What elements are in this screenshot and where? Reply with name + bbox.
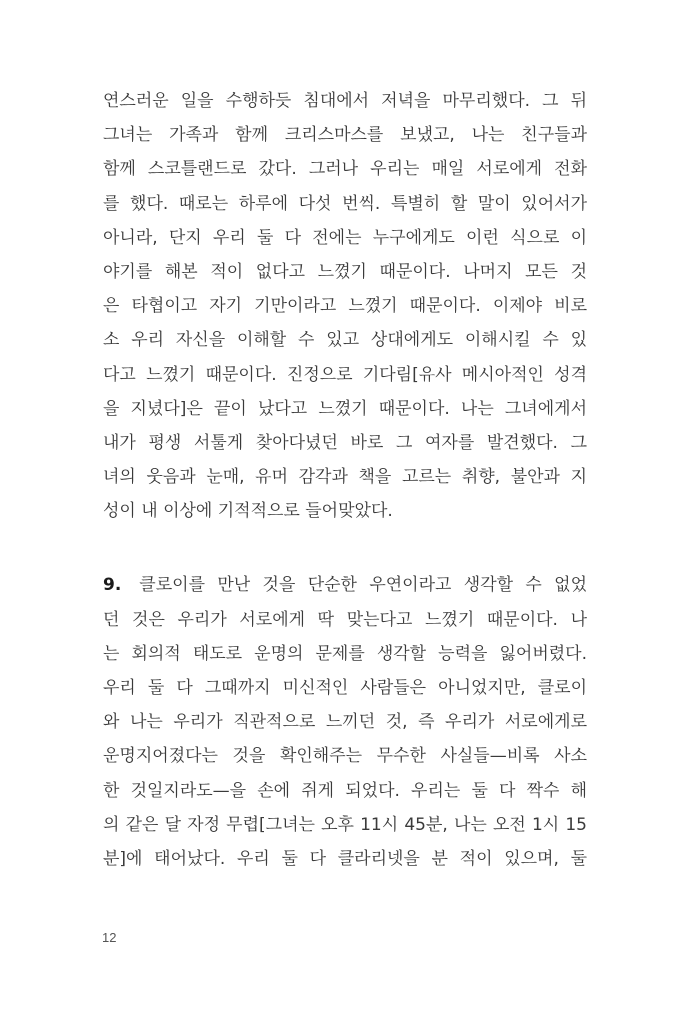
text-line: 의 같은 달 자정 무렵[그녀는 오후 11시 45분, 나는 오전 1시 15 [103,814,587,835]
page-number: 12 [102,930,117,945]
text-line: 연스러운 일을 수행하듯 침대에서 저녁을 마무리했다. 그 뒤 [103,91,587,111]
text-line: 우리 둘 다 그때까지 미신적인 사람들은 아니었지만, 클로이 [103,678,587,698]
text-line: 은 타협이고 자기 기만이라고 느꼈기 때문이다. 이제야 비로 [103,296,587,317]
text-line: 녀의 웃음과 눈매, 유머 감각과 책을 고르는 취향, 불안과 지 [103,467,587,488]
paragraph-number: 9. [103,575,122,596]
text-line-first [103,568,587,602]
book-page-body [103,84,587,876]
text-line: 한 것일지라도—을 손에 쥐게 되었다. 우리는 둘 다 짝수 해 [103,780,587,801]
text-line: 아니라, 단지 우리 둘 다 전에는 누구에게도 이런 식으로 이 [103,227,587,248]
text-line: 을 지녔다]은 끝이 났다고 느꼈기 때문이다. 나는 그녀에게서 [103,398,587,419]
text-line: 내가 평생 서툴게 찾아다녔던 바로 그 여자를 발견했다. 그 [103,432,587,453]
paragraph-9 [103,568,587,876]
text-line: 던 것은 우리가 서로에게 딱 맞는다고 느꼈기 때문이다. 나 [103,609,587,630]
text-line: 그녀는 가족과 함께 크리스마스를 보냈고, 나는 친구들과 [103,125,587,146]
text-line: 와 나는 우리가 직관적으로 느끼던 것, 즉 우리가 서로에게로 [103,712,587,733]
text-line: 는 회의적 태도로 운명의 문제를 생각할 능력을 잃어버렸다. [103,643,587,664]
text-line: 운명지어졌다는 것을 확인해주는 무수한 사실들—비록 사소 [103,746,587,767]
text-line: 분]에 태어났다. 우리 둘 다 클라리넷을 분 적이 있으며, 둘 [103,848,587,869]
text-line: 야기를 해본 적이 없다고 느꼈기 때문이다. 나머지 모든 것 [103,261,587,282]
text-line-content: 클로이를 만난 것을 단순한 우연이라고 생각할 수 없었 [139,575,587,596]
text-line: 를 했다. 때로는 하루에 다섯 번씩. 특별히 할 말이 있어서가 [103,193,587,214]
text-line: 다고 느꼈기 때문이다. 진정으로 기다림[유사 메시아적인 성격 [103,364,587,385]
paragraph-continuation [103,84,587,528]
text-line: 함께 스코틀랜드로 갔다. 그러나 우리는 매일 서로에게 전화 [103,159,587,180]
text-line: 성이 내 이상에 기적적으로 들어맞았다. [103,501,393,522]
text-line: 소 우리 자신을 이해할 수 있고 상대에게도 이해시킬 수 있 [103,330,587,351]
